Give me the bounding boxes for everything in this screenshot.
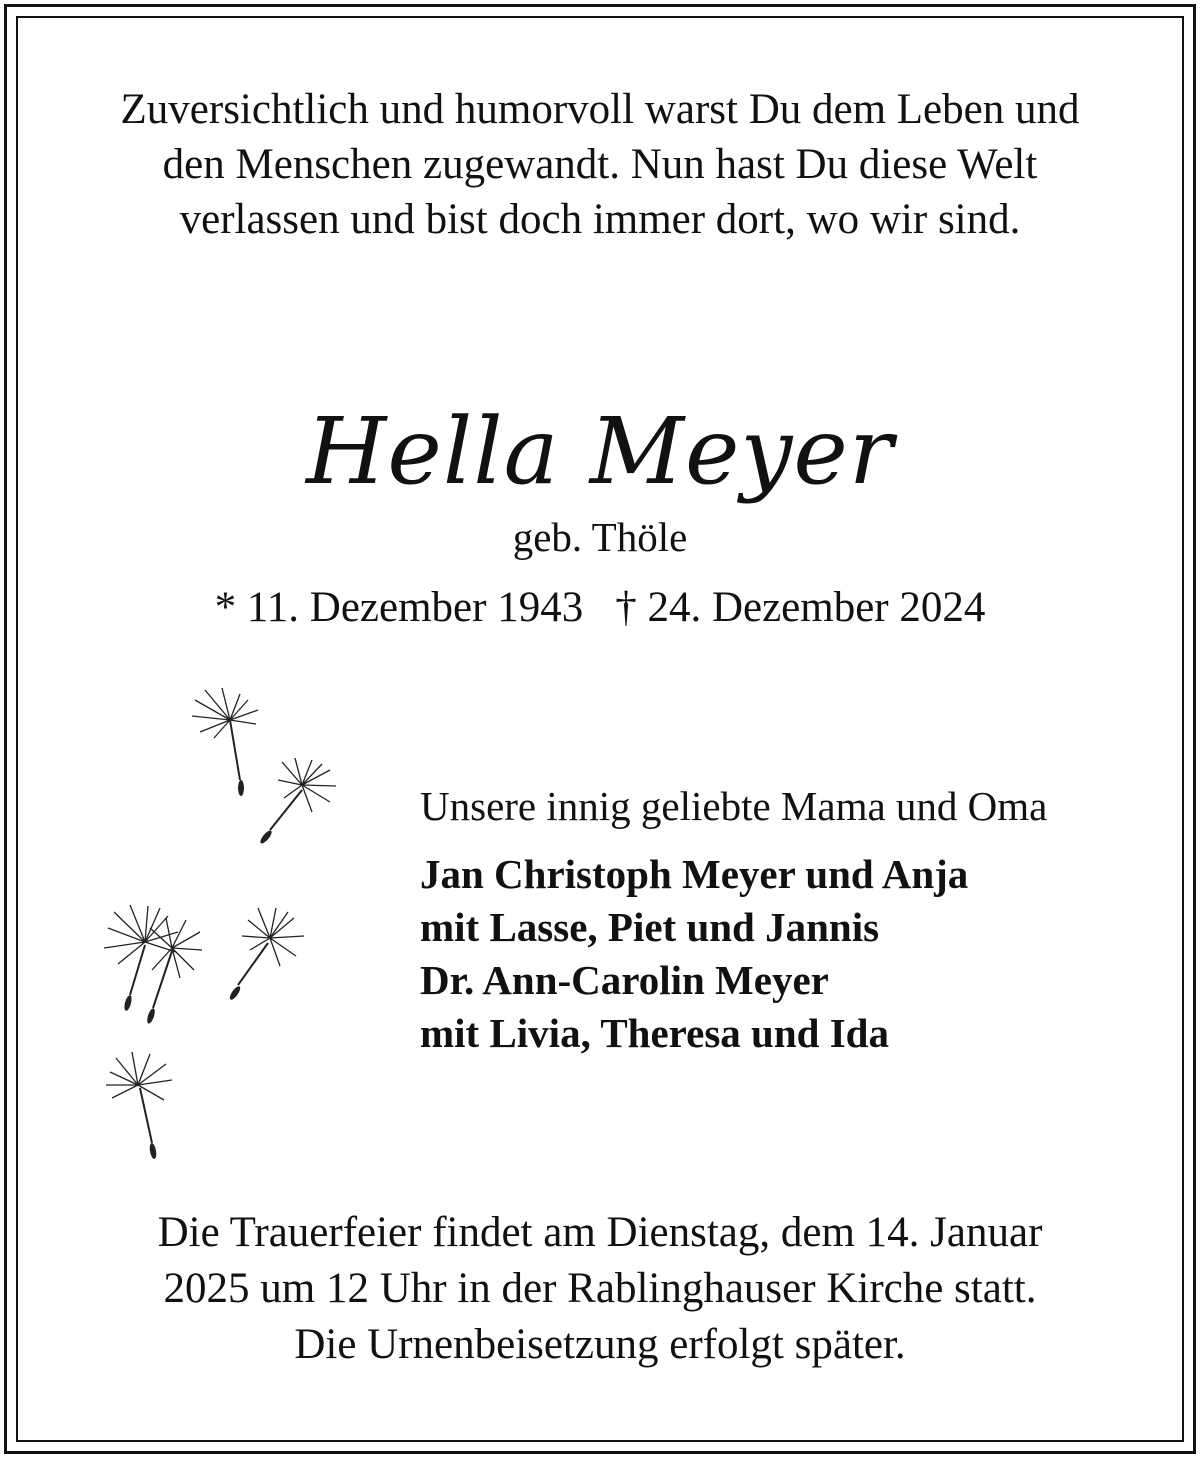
mourners-block — [420, 780, 1180, 1060]
life-dates — [0, 581, 1200, 635]
service-line: 2025 um 12 Uhr in der Rablinghauser Kirche statt. — [163, 1265, 1037, 1312]
service-line: Die Urnenbeisetzung erfolgt später. — [294, 1321, 906, 1368]
mourners-list — [420, 848, 1180, 1060]
quote-line: verlassen und bist doch immer dort, wo wir sind. — [179, 196, 1021, 243]
mourner-line: mit Livia, Theresa und Ida — [420, 1010, 889, 1056]
mourner-line: mit Lasse, Piet und Jannis — [420, 904, 880, 950]
mourners-intro: Unsere innig geliebte Mama und Oma — [420, 783, 1048, 829]
dandelion-seed-icon — [146, 918, 202, 1025]
dandelion-seeds-icon — [90, 680, 370, 1180]
death-date: † 24. Dezember 2024 — [615, 584, 986, 631]
service-line: Die Trauerfeier findet am Dienstag, dem 14. Januar — [157, 1209, 1043, 1256]
dandelion-seed-icon — [192, 688, 258, 796]
mourner-line: Dr. Ann-Carolin Meyer — [420, 957, 829, 1003]
dandelion-seed-icon — [228, 908, 304, 1001]
quote-line: Zuversichtlich und humorvoll warst Du dem Leben und — [120, 86, 1080, 133]
mourner-line: Jan Christoph Meyer und Anja — [420, 851, 969, 897]
dandelion-seed-icon — [259, 758, 336, 845]
birth-date: * 11. Dezember 1943 — [214, 584, 584, 631]
dandelion-seed-icon — [106, 1052, 172, 1159]
deceased-name: Hella Meyer — [306, 398, 894, 505]
service-info — [0, 1205, 1200, 1373]
quote-line: den Menschen zugewandt. Nun hast Du diese Welt — [162, 141, 1038, 188]
memorial-quote — [0, 82, 1200, 247]
birth-name: geb. Thöle — [512, 514, 688, 560]
